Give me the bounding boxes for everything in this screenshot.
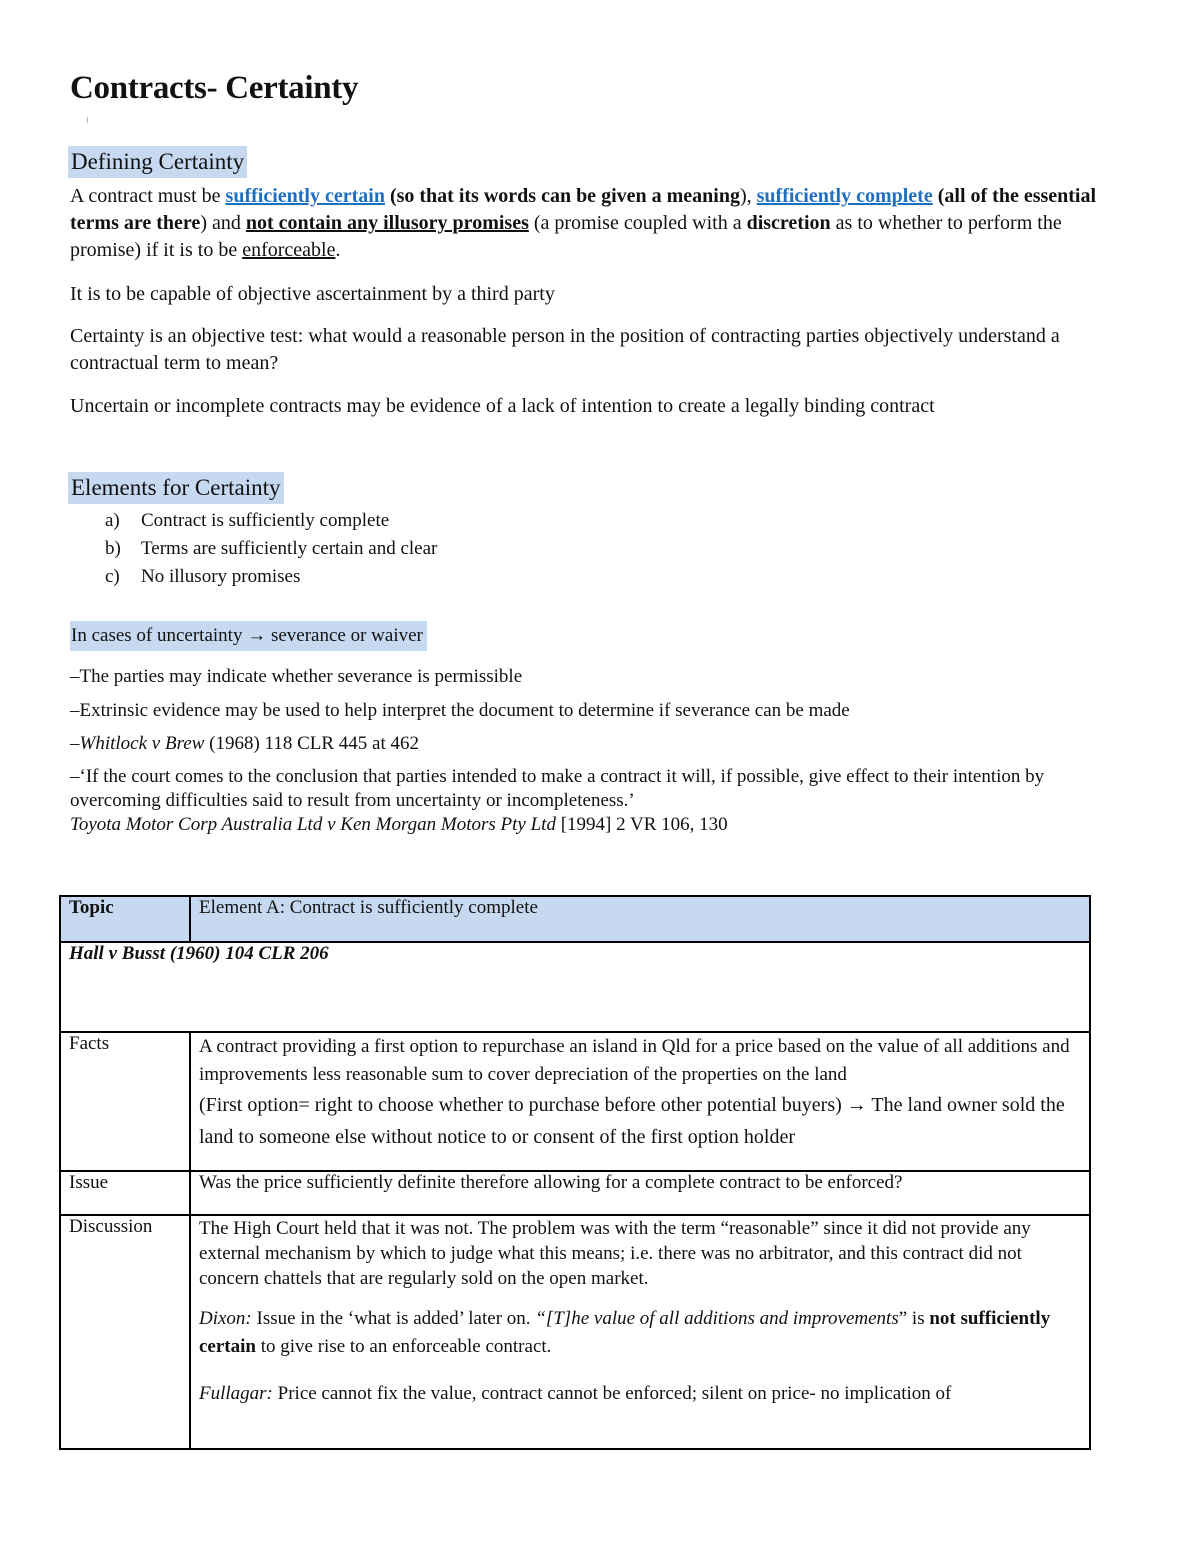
note-extrinsic-evidence: –Extrinsic evidence may be used to help interpret the document to determine if severance can be made (70, 700, 850, 721)
paragraph-objective-test: Certainty is an objective test: what would a reasonable person in the position of contracting parties objectively understand a contractual term to mean? (70, 325, 1060, 374)
paragraph-definition: A contract must be sufficiently certain (so that its words can be given a meaning), sufficiently complete (all of the essential terms are there) and not contain any illusory promises (a promise coupled with a discretion as to whether to perform the promise) if it is to be enforceable. (70, 185, 1097, 261)
page-title: Contracts- Certainty (70, 70, 359, 106)
case-table (59, 895, 1091, 1450)
table-row-issue (60, 1171, 1090, 1215)
discussion-label: Discussion (60, 1215, 190, 1449)
link-sufficiently-certain[interactable]: sufficiently certain (225, 185, 385, 207)
table-row-discussion (60, 1215, 1090, 1449)
paragraph-objective-ascertainment: It is to be capable of objective ascertainment by a third party (70, 283, 555, 305)
table-row-facts (60, 1032, 1090, 1171)
discussion-cell: The High Court held that it was not. The problem was with the term “reasonable” since it did not provide any external mechanism by which to judge what this means; i.e. there was no arbitrator, and this contract did not concern chattels that are regularly sold on the open market. Dixon: Issue in the ‘what is added’ later on. “[T]he value of all additions and improvements” is not sufficiently certain to give rise to an enforceable contract. Fullagar: Price cannot fix the value, contract cannot be enforced; silent on price- no implication of (190, 1215, 1090, 1449)
case-citation-whitlock: –Whitlock v Brew (1968) 118 CLR 445 at 462 (70, 733, 419, 754)
paragraph-uncertain-contracts: Uncertain or incomplete contracts may be evidence of a lack of intention to create a legally binding contract (70, 395, 935, 417)
list-item: b) Terms are sufficiently certain and clear (105, 538, 438, 559)
list-item: c) No illusory promises (105, 566, 301, 587)
uncertainty-heading: In cases of uncertainty → severance or waiver (70, 621, 427, 651)
table-row-case-name (60, 942, 1090, 1032)
link-sufficiently-complete[interactable]: sufficiently complete (756, 185, 933, 207)
section-heading-defining-certainty: Defining Certainty (68, 146, 247, 178)
list-item: a) Contract is sufficiently complete (105, 510, 390, 531)
case-name: Hall v Busst (1960) 104 CLR 206 (60, 942, 1090, 1032)
topic-value: Element A: Contract is sufficiently complete (190, 896, 1090, 942)
facts-label: Facts (60, 1032, 190, 1171)
facts-cell: A contract providing a first option to repurchase an island in Qld for a price based on the value of all additions and improvements less reasonable sum to cover depreciation of the properties on the land (First option= right to choose whether to purchase before other potential buyers) → The land owner sold the land to someone else without notice to or consent of the first option holder (190, 1032, 1090, 1171)
quote-toyota: –‘If the court comes to the conclusion that parties intended to make a contract it will, if possible, give effect to their intention by overcoming difficulties said to result from uncertainty or incompleteness.’ Toyota Motor Corp Australia Ltd v Ken Morgan Motors Pty Ltd [1994] 2 VR 106, 130 (70, 766, 1045, 835)
issue-label: Issue (60, 1171, 190, 1215)
section-heading-elements: Elements for Certainty (68, 472, 284, 504)
issue-value: Was the price sufficiently definite therefore allowing for a complete contract to be enforced? (190, 1171, 1090, 1215)
topic-label: Topic (60, 896, 190, 942)
elements-list (105, 507, 437, 591)
decorative-mark (87, 117, 88, 123)
note-severance: –The parties may indicate whether severance is permissible (70, 666, 523, 687)
table-row-topic (60, 896, 1090, 942)
